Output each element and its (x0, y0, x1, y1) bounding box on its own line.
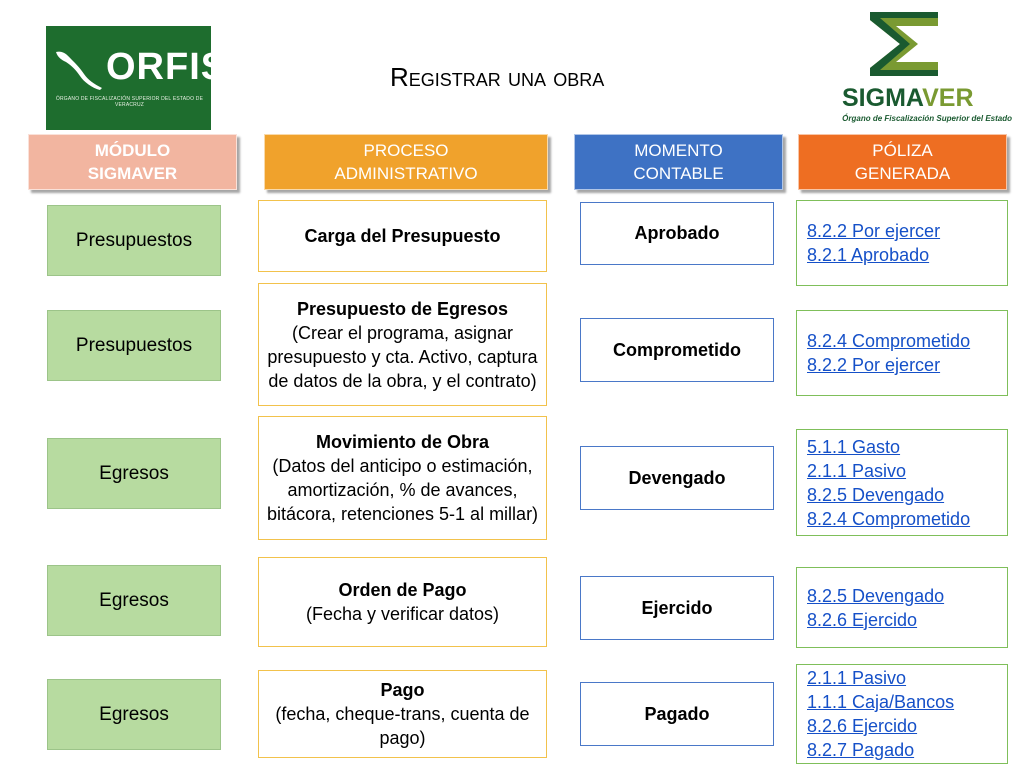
modulo-cell: Egresos (47, 565, 221, 636)
poliza-link[interactable]: 8.2.2 Por ejercer (807, 355, 941, 375)
poliza-link[interactable]: 8.2.4 Comprometido (807, 331, 971, 351)
modulo-cell: Egresos (47, 679, 221, 750)
orfis-logo (46, 26, 228, 130)
poliza-link[interactable]: 8.2.6 Ejercido (807, 609, 918, 630)
header-momento-contable (574, 134, 783, 190)
proceso-cell (258, 670, 547, 758)
proceso-detail: (fecha, cheque-trans, cuenta de pago) (275, 704, 530, 748)
proceso-title: Presupuesto de Egresos (296, 298, 509, 319)
poliza-link[interactable]: 8.2.5 Devengado (807, 585, 945, 606)
poliza-link[interactable]: 8.2.7 Pagado (807, 740, 915, 760)
proceso-cell (258, 200, 547, 272)
poliza-link[interactable]: 2.1.1 Pasivo (807, 668, 907, 688)
header-momento-line1: MOMENTO (634, 141, 723, 160)
header-momento-line2: CONTABLE (633, 164, 724, 183)
poliza-link[interactable]: 8.2.2 Por ejercer (807, 221, 941, 241)
proceso-title: Orden de Pago (338, 580, 467, 600)
poliza-link[interactable]: 8.2.4 Comprometido (807, 508, 971, 529)
proceso-detail: (Crear el programa, asignar presupuesto y cta. Activo, captura de datos de la obra, y el contrato) (267, 322, 538, 391)
momento-cell: Ejercido (580, 576, 774, 640)
poliza-link[interactable]: 8.2.1 Aprobado (807, 245, 930, 265)
proceso-cell (258, 283, 547, 406)
header-proceso-line1: PROCESO (363, 141, 449, 160)
sigmaver-tagline: Órgano de Fiscalización Superior del Estado (842, 114, 1012, 123)
sigma-icon (866, 8, 946, 80)
poliza-link[interactable]: 8.2.5 Devengado (807, 484, 945, 505)
proceso-detail: (Fecha y verificar datos) (305, 604, 500, 624)
momento-cell: Pagado (580, 682, 774, 746)
modulo-cell: Presupuestos (47, 310, 221, 381)
header-modulo-line2: SIGMAVER (87, 164, 178, 183)
modulo-cell: Egresos (47, 438, 221, 509)
momento-cell: Devengado (580, 446, 774, 510)
header-poliza-line2: GENERADA (854, 164, 951, 183)
poliza-cell (796, 567, 1008, 648)
poliza-cell (796, 664, 1008, 764)
orfis-wordmark: ORFIS (106, 46, 228, 88)
poliza-link[interactable]: 5.1.1 Gasto (807, 436, 901, 457)
header-poliza-line1: PÓLIZA (872, 141, 933, 160)
veracruz-map-icon (54, 48, 106, 92)
header-modulo-line1: MÓDULO (94, 141, 171, 160)
sigmaver-name-b: VER (922, 84, 974, 112)
proceso-detail: (Datos del anticipo o estimación, amortización, % de avances, bitácora, retenciones 5-1 al millar) (266, 456, 539, 524)
proceso-title: Carga del Presupuesto (304, 226, 501, 246)
header-proceso-line2: ADMINISTRATIVO (334, 164, 478, 183)
poliza-cell (796, 200, 1008, 286)
orfis-subtitle: ÓRGANO DE FISCALIZACIÓN SUPERIOR DEL ESTADO DE VERACRUZ (55, 96, 204, 108)
modulo-cell: Presupuestos (47, 205, 221, 276)
header-proceso-administrativo (264, 134, 548, 190)
proceso-title: Movimiento de Obra (315, 432, 490, 452)
poliza-cell (796, 310, 1008, 396)
poliza-link[interactable]: 1.1.1 Caja/Bancos (807, 692, 955, 712)
momento-cell: Comprometido (580, 318, 774, 382)
poliza-link[interactable]: 8.2.6 Ejercido (807, 716, 918, 736)
proceso-cell (258, 416, 547, 540)
header-modulo-sigmaver (28, 134, 237, 190)
momento-cell: Aprobado (580, 202, 774, 265)
page-title: Registrar una obra (390, 62, 605, 92)
sigmaver-name-a: SIGMA (842, 84, 923, 112)
proceso-title: Pago (380, 680, 425, 700)
poliza-cell (796, 429, 1008, 536)
header-poliza-generada (798, 134, 1007, 190)
poliza-link[interactable]: 2.1.1 Pasivo (807, 460, 907, 481)
sigmaver-wordmark (842, 84, 974, 113)
sigmaver-logo (826, 8, 1016, 126)
proceso-cell (258, 557, 547, 647)
